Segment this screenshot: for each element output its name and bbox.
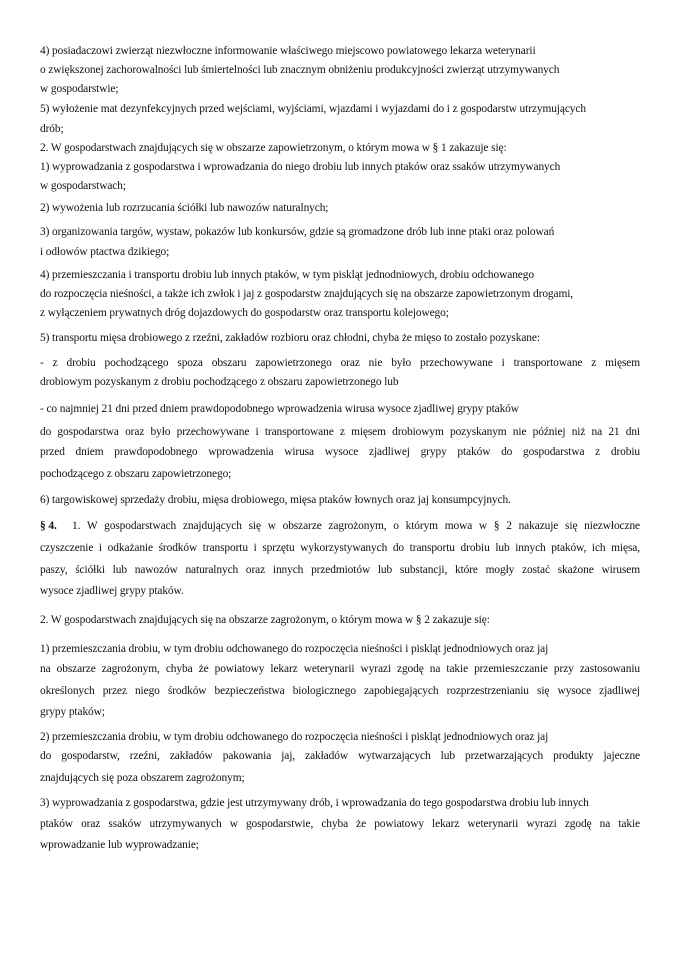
- text-line: do gospodarstw, rzeźni, zakładów pakowania jaj, zakładów wytwarzających lub przetwarzających produkty jajeczne: [40, 750, 640, 762]
- text-line: 5) transportu mięsa drobiowego z rzeźni, zakładów rozbioru oraz chłodni, chyba że mięso to zostało pozyskane:: [40, 332, 540, 344]
- text-line: pochodzącego z obszaru zapowietrzonego;: [40, 468, 232, 480]
- text-line: do rozpoczęcia nieśności, a także ich zwłok i jaj z gospodarstw znajdujących się na obszarze zapowietrzonym drogami,: [40, 288, 574, 300]
- text-line: - co najmniej 21 dni przed dniem prawdopodobnego wprowadzenia wirusa wysoce zjadliwej grypy ptaków: [40, 403, 519, 415]
- text-line: z wyłączeniem prywatnych dróg dojazdowych do gospodarstw oraz transportu kolejowego;: [40, 307, 449, 319]
- text-line: 5) wyłożenie mat dezynfekcyjnych przed wejściami, wyjściami, wjazdami i wyjazdami do i z gospodarstw utrzymujących: [40, 103, 586, 115]
- text-line: drób;: [40, 123, 64, 135]
- text-line: do gospodarstwa oraz było przechowywane i transportowane z mięsem drobiowym pozyskanym nie później niż na 21 dni: [40, 426, 640, 438]
- text-line: ptaków oraz ssaków utrzymywanych w gospodarstwie, chyba że powiatowy lekarz weterynarii wyrazi zgodę na takie: [40, 818, 640, 830]
- text-line: na obszarze zagrożonym, chyba że powiatowy lekarz weterynarii wyrazi zgodę na takie przemieszczanie przy zastosowaniu: [40, 663, 640, 675]
- text-line: grypy ptaków;: [40, 706, 105, 718]
- text-line: o zwiększonej zachorowalności lub śmiertelności lub znacznym obniżeniu produkcyjności zwierząt utrzymywanych: [40, 64, 560, 76]
- text-line: 2. W gospodarstwach znajdujących się na obszarze zagrożonym, o którym mowa w § 2 zakazuje się:: [40, 614, 490, 626]
- text-line: 3) wyprowadzania z gospodarstwa, gdzie jest utrzymywany drób, i wprowadzania do tego gospodarstwa drobiu lub innych: [40, 797, 589, 809]
- text-line: drobiowym pozyskanym z drobiu pochodzącego z obszaru zapowietrzonego lub: [40, 376, 399, 388]
- text-line: 1) przemieszczania drobiu, w tym drobiu odchowanego do rozpoczęcia nieśności i piskląt jednodniowych oraz jaj: [40, 643, 549, 655]
- text-line: czyszczenie i odkażanie środków transportu i sprzętu wykorzystywanych do transportu drobiu lub innych ptaków, ich mięsa,: [40, 542, 640, 554]
- text-line: 2) przemieszczania drobiu, w tym drobiu odchowanego do rozpoczęcia nieśności i piskląt jednodniowych oraz jaj: [40, 731, 549, 743]
- text-line: określonych przez niego środków bezpieczeństwa biologicznego zapobiegających rozprzestrzenianiu się wysoce zjadliwej: [40, 685, 640, 697]
- text-line: 3) organizowania targów, wystaw, pokazów lub konkursów, gdzie są gromadzone drób lub inne ptaki oraz polowań: [40, 226, 555, 238]
- text-line: 2) wywożenia lub rozrzucania ściółki lub nawozów naturalnych;: [40, 202, 329, 214]
- text-line: wprowadzanie lub wyprowadzanie;: [40, 839, 199, 851]
- text-line: paszy, ściółki lub nawozów naturalnych oraz innych przedmiotów lub substancji, które mogły zostać skażone wirusem: [40, 564, 640, 576]
- text-line: wysoce zjadliwej grypy ptaków.: [40, 585, 184, 597]
- text-line: 2. W gospodarstwach znajdujących się w obszarze zapowietrzonym, o którym mowa w § 1 zakazuje się:: [40, 142, 507, 154]
- section-heading: § 4.: [40, 520, 57, 532]
- text-line: 4) posiadaczowi zwierząt niezwłoczne informowanie właściwego miejscowo powiatowego lekarza weterynarii: [40, 45, 536, 57]
- text-line: i odłowów ptactwa dzikiego;: [40, 246, 170, 258]
- text-line: w gospodarstwach;: [40, 180, 126, 192]
- text-line: 1. W gospodarstwach znajdujących się w obszarze zagrożonym, o którym mowa w § 2 nakazuje się niezwłoczne: [72, 520, 640, 532]
- text-line: 6) targowiskowej sprzedaży drobiu, mięsa drobiowego, mięsa ptaków łownych oraz jaj konsumpcyjnych.: [40, 494, 511, 506]
- text-line: w gospodarstwie;: [40, 83, 119, 95]
- text-line: 4) przemieszczania i transportu drobiu lub innych ptaków, w tym piskląt jednodniowych, drobiu odchowanego: [40, 269, 534, 281]
- text-line: - z drobiu pochodzącego spoza obszaru zapowietrzonego oraz nie było przechowywane i transportowane z mięsem: [40, 357, 640, 369]
- text-line: przed dniem prawdopodobnego wprowadzenia wirusa wysoce zjadliwej grypy ptaków do gospodarstwa z drobiu: [40, 446, 640, 458]
- text-line: znajdujących się poza obszarem zagrożonym;: [40, 772, 245, 784]
- text-line: 1) wyprowadzania z gospodarstwa i wprowadzania do niego drobiu lub innych ptaków oraz ssaków utrzymywanych: [40, 161, 561, 173]
